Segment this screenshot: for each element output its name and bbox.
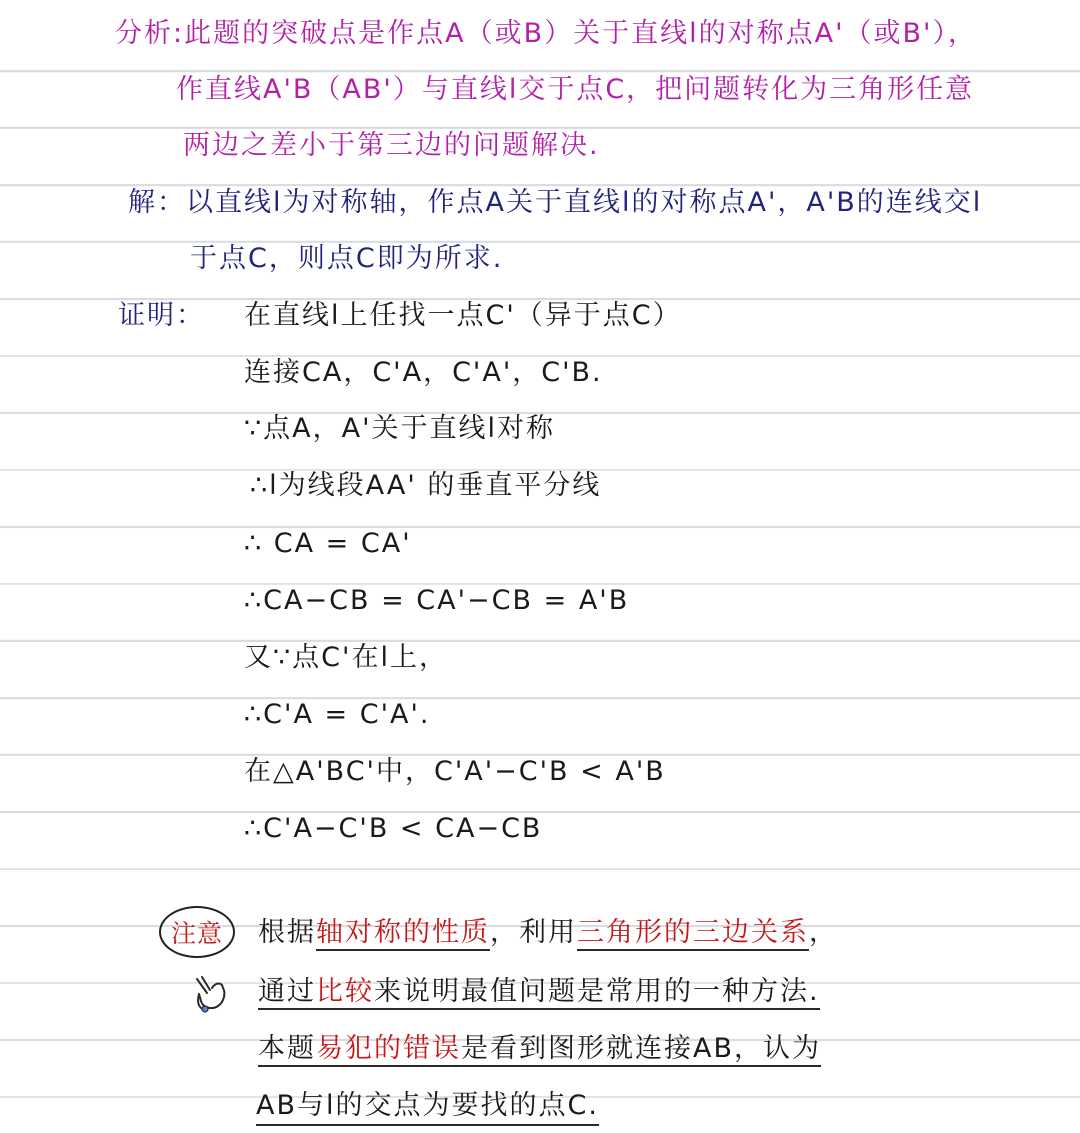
- note-text: 根据: [258, 917, 316, 948]
- solution-text-1: 以直线l为对称轴，作点A关于直线l的对称点A'，A'B的连线交l: [186, 187, 983, 218]
- note-text: 来说明最值问题是常用的一种方法.: [374, 976, 820, 1010]
- note-highlight-common-mistake: 易犯的错误: [316, 1033, 461, 1067]
- proof-step: 在直线l上任找一点C'（异于点C）: [244, 300, 682, 331]
- analysis-text-1: 此题的突破点是作点A（或B）关于直线l的对称点A'（或B'），: [184, 18, 977, 49]
- proof-step: ∴CA−CB = CA'−CB = A'B: [244, 585, 630, 616]
- note-line-4: AB与l的交点为要找的点C.: [256, 1089, 599, 1126]
- note-highlight-symmetry-property: 轴对称的性质: [316, 917, 490, 951]
- analysis-line-1: [115, 17, 977, 51]
- note-line-2: [258, 975, 820, 1009]
- proof-step: 又∵点C'在l上，: [244, 642, 448, 673]
- solution-label: 解：: [128, 187, 186, 218]
- note-line-1: [258, 916, 838, 950]
- solution-line-1: [128, 186, 982, 220]
- note-highlight-triangle-sides: 三角形的三边关系: [577, 917, 809, 951]
- proof-step: ∴ CA = CA': [244, 528, 412, 559]
- proof-step: 连接CA，C'A，C'A'，C'B.: [244, 357, 603, 388]
- analysis-label: 分析:: [115, 18, 185, 49]
- analysis-line-2: 作直线A'B（AB'）与直线l交于点C，把问题转化为三角形任意: [176, 74, 975, 105]
- solution-line-2: 于点C，则点C即为所求.: [190, 243, 504, 274]
- analysis-line-3: 两边之差小于第三边的问题解决.: [183, 130, 600, 161]
- note-badge: 注意: [159, 906, 235, 958]
- proof-label: 证明：: [118, 300, 205, 331]
- note-text: ，: [809, 917, 838, 948]
- proof-step: 在△A'BC'中，C'A'−C'B < A'B: [244, 756, 666, 787]
- note-text: 是看到图形就连接AB，认为: [461, 1033, 821, 1067]
- note-text: 本题: [258, 1033, 316, 1067]
- proof-step: ∴C'A = C'A'.: [244, 699, 431, 730]
- proof-step: ∴l为线段AA' 的垂直平分线: [250, 470, 602, 501]
- hand-pointing-icon: [188, 972, 236, 1020]
- note-line-3: [258, 1032, 821, 1066]
- note-highlight-comparison: 比较: [316, 976, 374, 1010]
- proof-step: ∴C'A−C'B < CA−CB: [244, 813, 543, 844]
- proof-step: ∵点A，A'关于直线l对称: [244, 413, 556, 444]
- note-text: 通过: [258, 976, 316, 1010]
- note-text: ，利用: [490, 917, 577, 948]
